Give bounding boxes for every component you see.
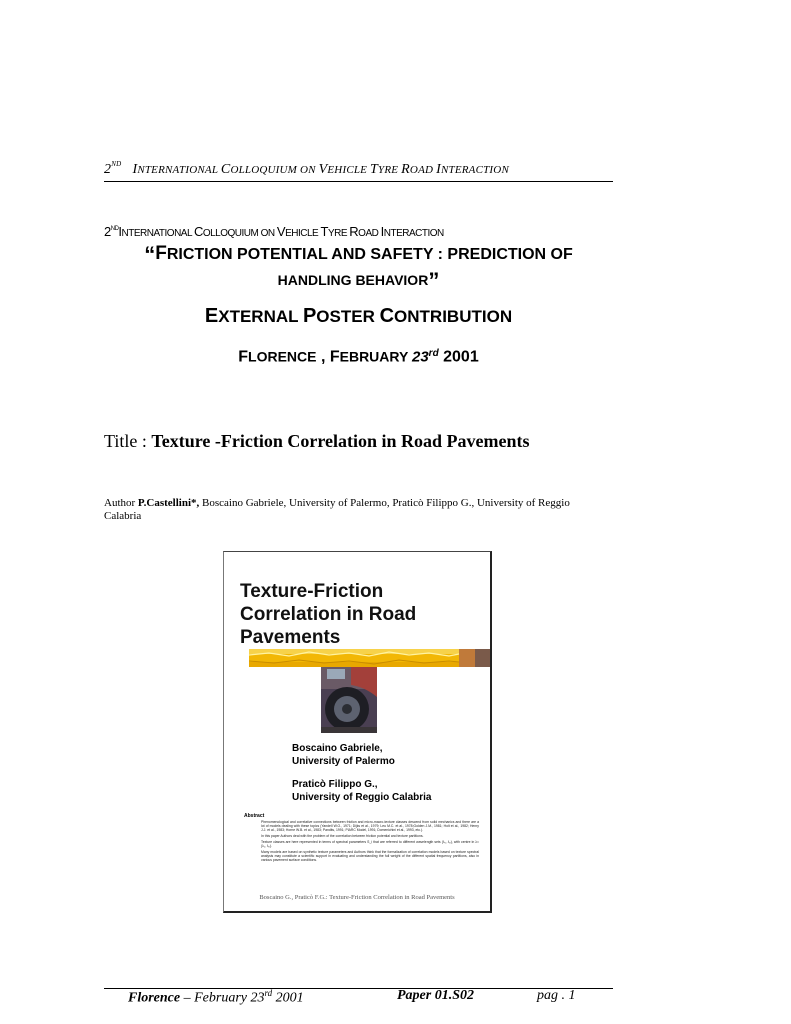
poster-author-2-affiliation: University of Reggio Calabria [292,792,432,803]
running-header-p6-cap: I [436,162,441,177]
location-city-cap: F [238,348,249,366]
footer-page-number: pag . 1 [537,988,576,1003]
contribution-w3-cap: C [379,305,395,327]
running-header-p4-rest: YRE [378,164,402,176]
poster-abstract-paragraph: Texture classes are here represented in terms of spectral parameters S_i that are referred to different wavelength sets (λ₁, λ₂), with centre in λ=(λ₁, λ₂). [261,839,479,849]
poster-author-1-affiliation: University of Palermo [292,756,395,767]
author-label: Author [104,497,138,509]
running-header-p5-cap: R [401,162,410,177]
location-date [104,348,613,367]
colloquium-p4-rest: YRE [327,228,350,239]
location-sep: , [316,348,330,366]
colloquium-ordinal-sup: ND [110,226,119,232]
colloquium-line [104,224,444,239]
author-rest: Boscaino Gabriele, University of Palermo, Praticò Filippo G., University of Reggio Calabria [104,497,570,522]
colloquium-p4-cap: T [320,224,328,239]
colloquium-p5-rest: OAD [358,228,381,239]
running-header-p3-cap: V [318,162,328,177]
running-header [104,160,612,178]
document-title [104,431,529,452]
poster-title-line: Correlation in Road [240,604,417,625]
poster-author-2-name: Praticò Filippo G., [292,779,378,790]
running-header-p1-rest: NTERNATIONAL [137,164,221,176]
poster-thumbnail [223,551,492,913]
contribution-w2-cap: P [302,305,317,327]
running-header-p1-cap: I [132,162,138,177]
event-title-line2-text: HANDLING BEHAVIOR [277,272,429,288]
header-rule [104,181,613,182]
poster-abstract-label: Abstract [244,813,265,819]
location-day-sup: rd [428,348,439,359]
location-year: 2001 [438,348,479,366]
event-title-line-2 [104,268,613,294]
close-quote: ” [428,268,440,293]
running-header-ordinal: 2 [104,162,112,177]
location-city-rest: LORENCE [248,348,317,365]
running-header-ordinal-sup: ND [111,160,122,168]
location-month-cap: F [329,348,340,366]
author-line [104,497,574,523]
event-title-line-1 [104,242,613,268]
colloquium-p2-cap: C [193,224,203,239]
running-header-p2-rest: OLLOQUIUM ON [230,164,319,176]
poster-abstract-paragraph: Phenomenological and correlative connections between friction and micro-macro-texture classes descend from solid mechanics and there are a lot of models dealing with these topics (Yandell W.O., 1971; Dijks et al., 1979; Leu M.C. et al., 1978;Golden J.M., 1981; Holt et al., 1982; Henry J.J. et al., 1983; Horne W.B. et al., 1983; Pandits, 1991; PIARC Model, 1991; Domenichini et al., 1993, etc.). [261,820,479,833]
contribution-w1-cap: E [204,305,219,327]
footer-year: 2001 [272,990,304,1006]
colloquium-p1-rest: NTERNATIONAL [121,228,194,239]
event-title-line1-rest: RICTION POTENTIAL AND SAFETY : PREDICTION OF [166,246,573,263]
location-day: 23 [411,348,429,366]
colloquium-p5-cap: R [349,224,359,239]
footer-paper-id: Paper 01.S02 [397,988,474,1003]
poster-abstract-paragraph: In this paper Authors deal with the problem of the correlation between friction potential and texture partitions. [261,834,424,839]
colloquium-p1-cap: I [118,224,122,239]
contribution-w3-rest: ONTRIBUTION [394,307,513,326]
running-header-p6-rest: NTERACTION [440,164,509,176]
poster-texture-band [249,649,491,667]
event-title-cap: F [155,243,167,264]
poster-abstract-paragraph: Many models are based on synthetic texture parameters and Authors think that the formalization of correlation models based on texture spectral analysis may constitute a scientific support in evaluating and understanding the full weight of the different spatial frequency partitions, also in various pavement surface conditions. [261,849,479,863]
poster-authors [292,742,431,804]
colloquium-p2-rest: OLLOQUIUM ON [202,228,277,239]
colloquium-ordinal: 2 [104,224,111,239]
footer-date-text: – February 23 [180,990,265,1006]
poster-title-line: Texture-Friction [240,581,384,602]
colloquium-p6-rest: NTERACTION [383,228,444,239]
poster-title-line: Pavements [240,627,341,648]
document-title-label: Title : [104,431,152,451]
poster-author-1-name: Boscaino Gabriele, [292,743,383,754]
running-header-p4-cap: T [370,162,379,177]
poster-abstract [261,820,479,864]
footer-date [128,988,304,1007]
running-header-p2-cap: C [220,162,231,177]
footer-city: Florence [128,990,181,1006]
running-header-p5-rest: OAD [409,164,437,176]
poster-footer: Boscaino G., Praticò F.G.: Texture-Friction Correlation in Road Pavements [259,894,455,901]
contribution-heading [104,305,613,328]
running-header-p3-rest: EHICLE [327,164,371,176]
poster-title [240,580,416,649]
document-title-value: Texture -Friction Correlation in Road Pavements [151,431,530,451]
contribution-w1-rest: XTERNAL [218,307,303,326]
open-quote: “ [144,242,156,267]
colloquium-p6-cap: I [380,224,384,239]
colloquium-p3-cap: V [276,224,286,239]
location-month-rest: EBRUARY [339,348,412,365]
author-lead: P.Castellini*, [137,497,200,509]
poster-tyre-photo [321,667,377,733]
footer-date-sup: rd [264,988,273,998]
colloquium-p3-rest: EHICLE [285,228,321,239]
contribution-w2-rest: OSTER [316,307,380,326]
